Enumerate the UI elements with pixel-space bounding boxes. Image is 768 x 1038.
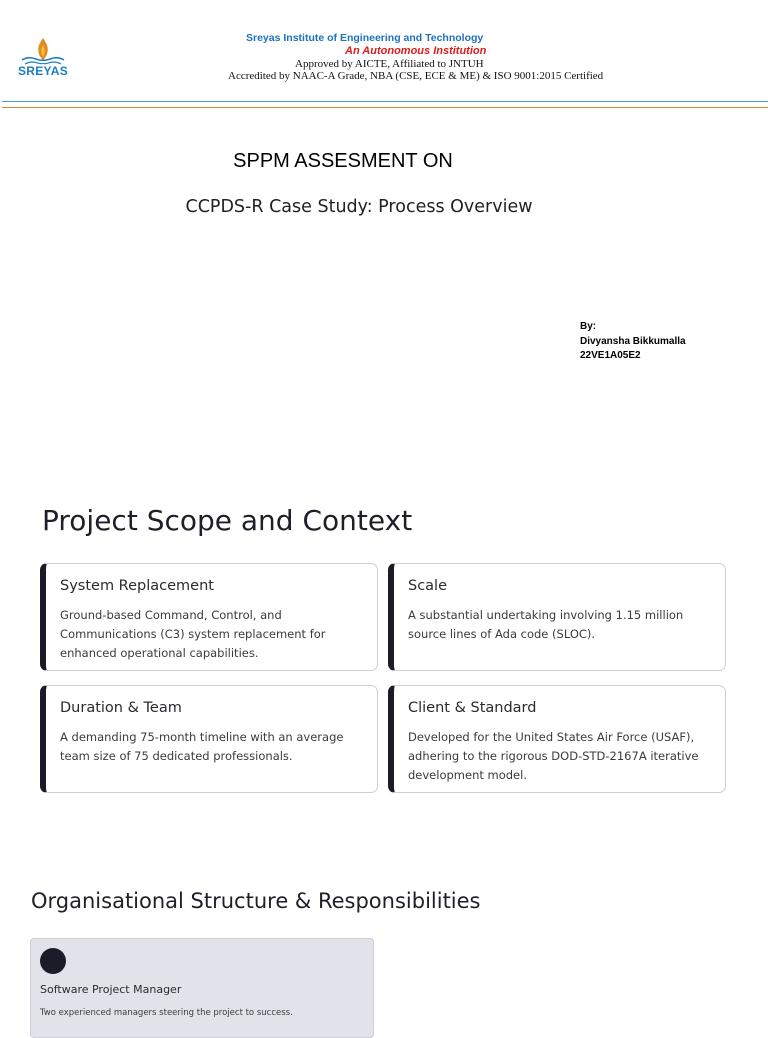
document-subtitle: CCPDS-R Case Study: Process Overview (185, 197, 533, 217)
document-title: SPPM ASSESMENT ON (233, 150, 453, 172)
institution-logo (16, 36, 70, 82)
role-card-project-manager (30, 938, 374, 1038)
scope-card-duration-team (40, 685, 378, 793)
accreditation-line: Accredited by NAAC-A Grade, NBA (CSE, ECE & ME) & ISO 9001:2015 Certified (228, 70, 604, 82)
author-block (580, 320, 686, 364)
scope-card-client-standard (388, 685, 726, 793)
scope-card-system-replacement (40, 563, 378, 671)
organisation-heading: Organisational Structure & Responsibilities (31, 889, 481, 913)
role-description: Two experienced managers steering the project to success. (40, 1008, 293, 1018)
header-divider-blue (2, 101, 768, 102)
institution-name: Sreyas Institute of Engineering and Technology (246, 32, 484, 44)
scope-heading: Project Scope and Context (42, 504, 413, 537)
scope-card-scale (388, 563, 726, 671)
header-divider-orange (2, 107, 768, 108)
flame-icon (16, 36, 70, 66)
author-name: Divyansha Bikkumalla (580, 335, 686, 347)
card-text: Ground-based Command, Control, and Communications (C3) system replacement for enhanced operational capabilities. (60, 608, 326, 660)
card-text: Developed for the United States Air Force (USAF), adhering to the rigorous DOD-STD-2167A iterative development model. (408, 730, 699, 782)
card-text: A demanding 75-month timeline with an average team size of 75 dedicated professionals. (60, 730, 344, 763)
by-label: By: (580, 321, 597, 332)
card-title: Duration & Team (60, 700, 182, 716)
roll-number: 22VE1A05E2 (580, 350, 641, 361)
approval-line: Approved by AICTE, Affiliated to JNTUH (295, 58, 484, 70)
card-title: Client & Standard (408, 700, 537, 716)
role-avatar-icon (40, 948, 66, 974)
card-title: Scale (408, 578, 448, 594)
card-text: A substantial undertaking involving 1.15 million source lines of Ada code (SLOC). (408, 608, 684, 641)
logo-wordmark: SREYAS (17, 64, 69, 78)
card-title: System Replacement (60, 578, 214, 594)
role-title: Software Project Manager (40, 983, 182, 996)
autonomous-tagline: An Autonomous Institution (345, 45, 487, 57)
